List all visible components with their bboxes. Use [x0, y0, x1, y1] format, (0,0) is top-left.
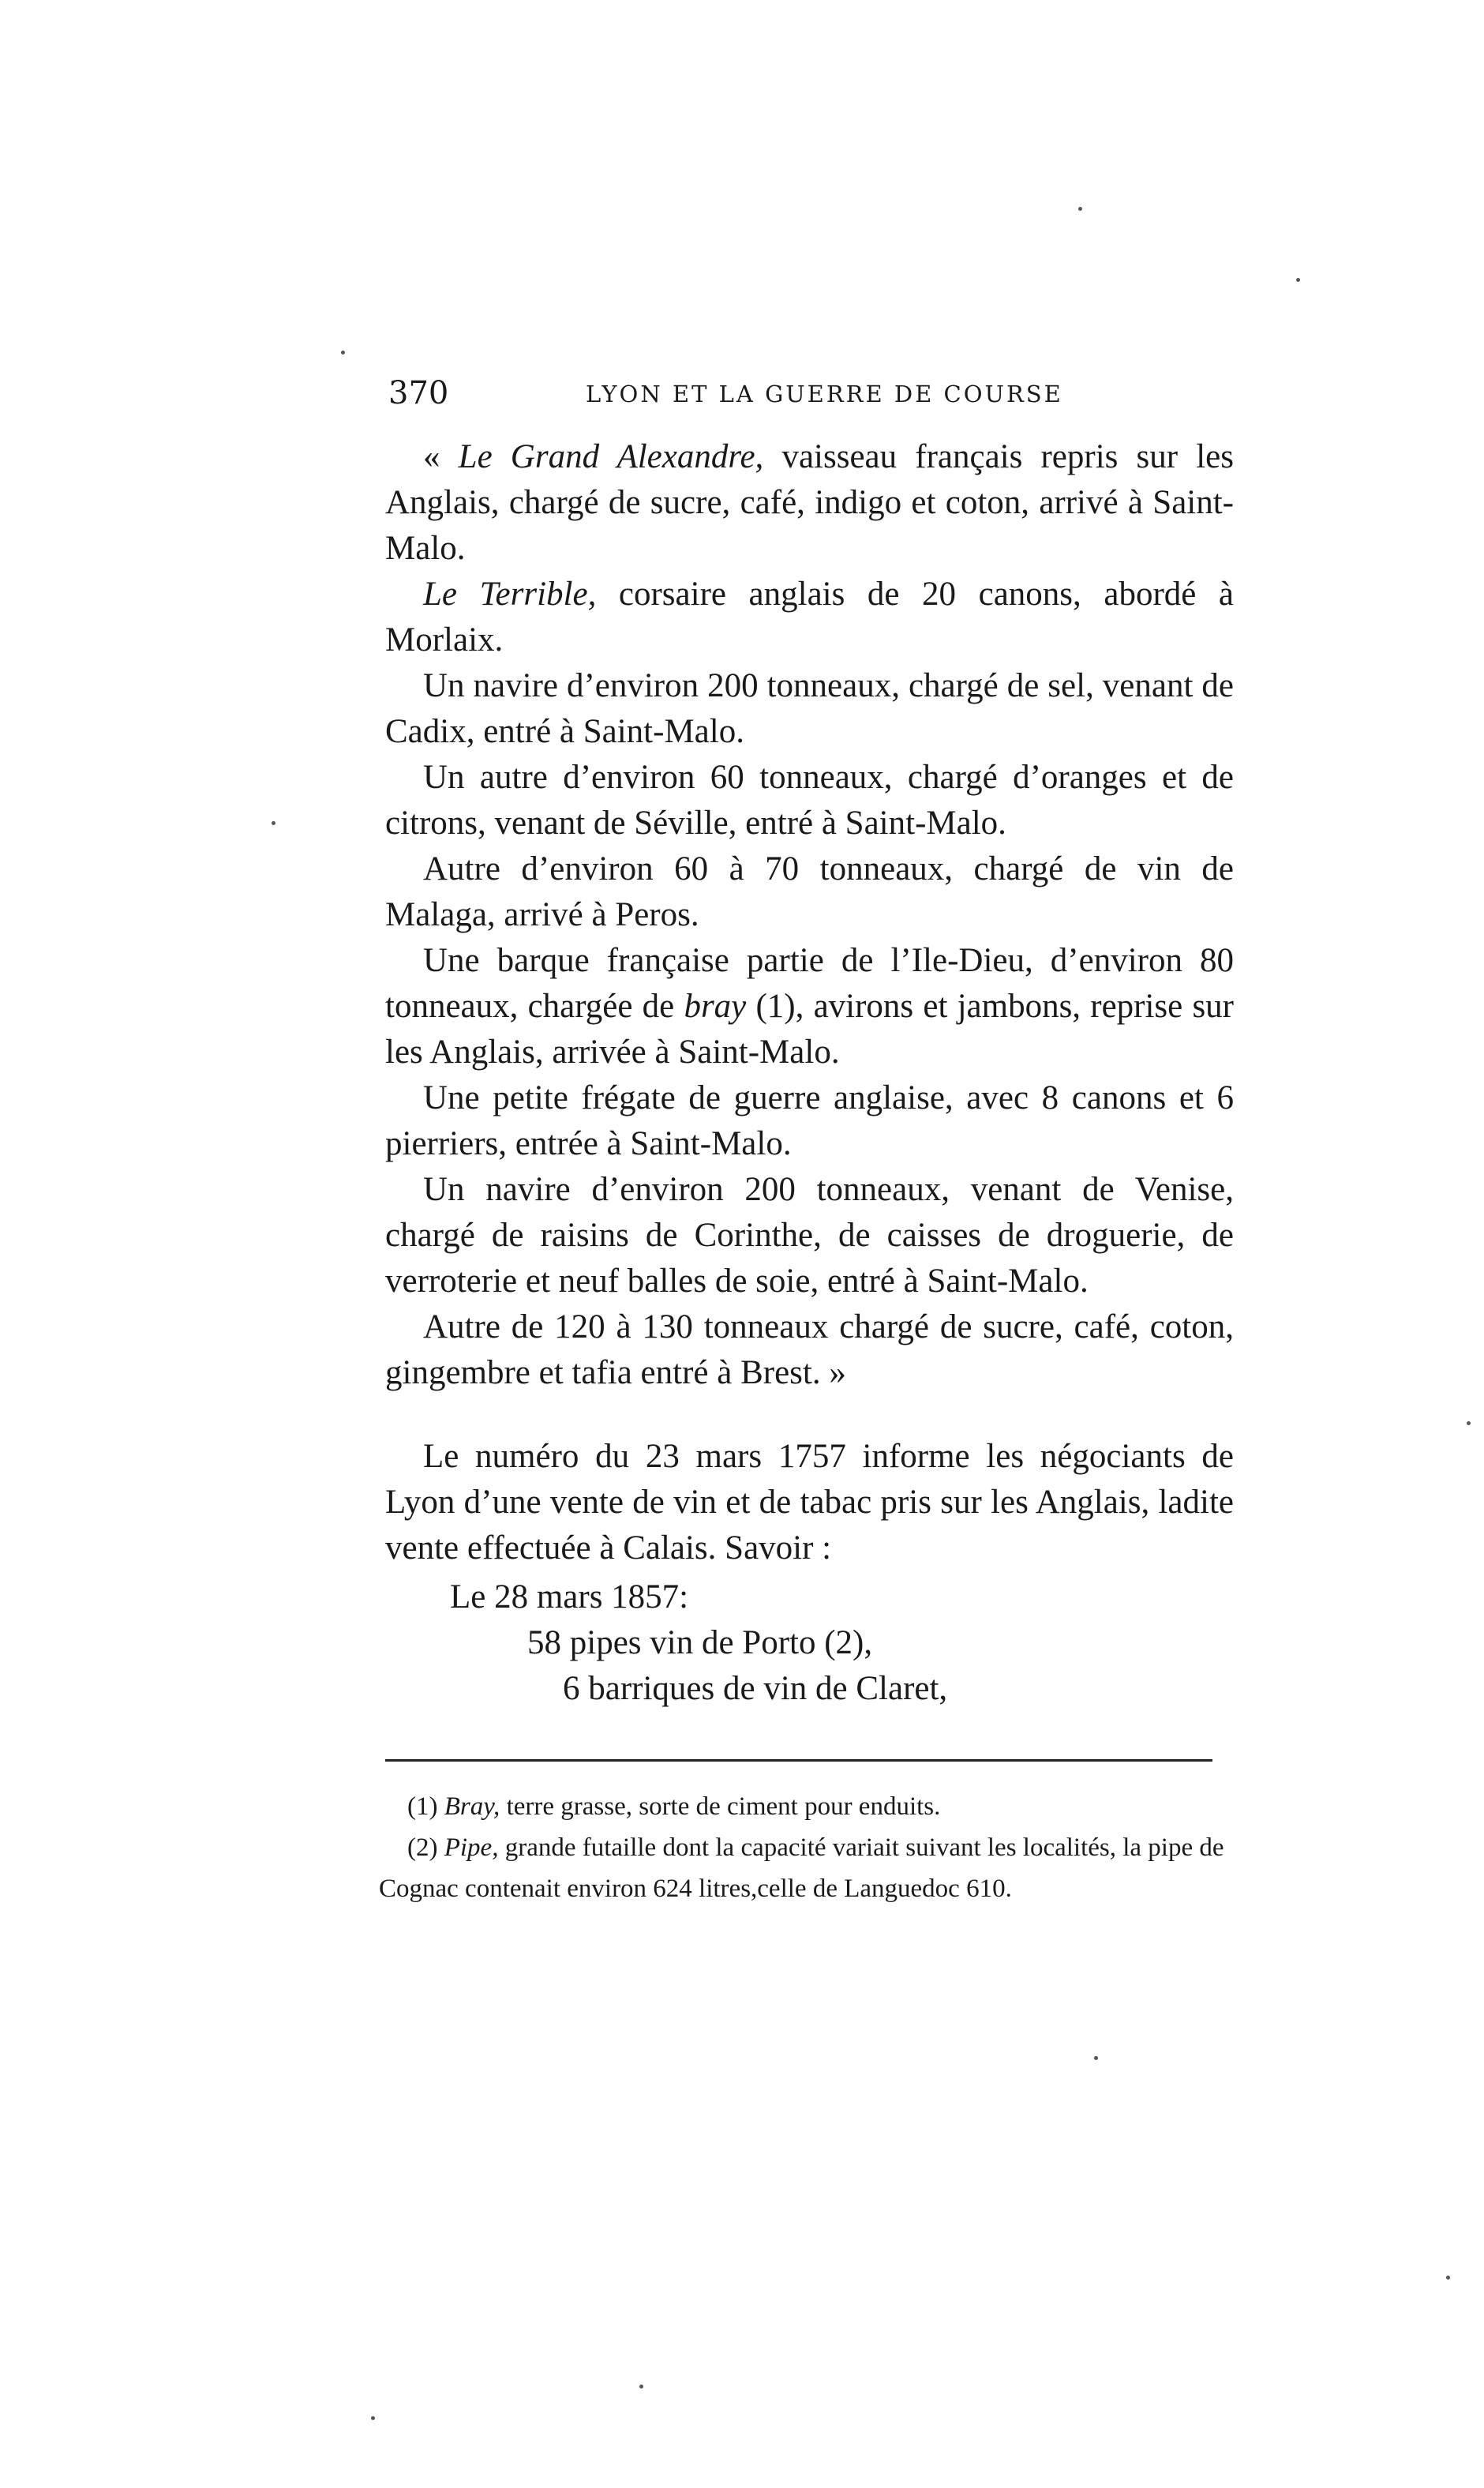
footnote-marker: (1) — [407, 1792, 444, 1821]
footnote-rule — [385, 1759, 1212, 1762]
paragraph-navire-venise: Un navire d’environ 200 tonneaux, venant de Venise, chargé de raisins de Corinthe, de caisses de droguerie, de verroterie et neuf balles de soie, entré à Saint-Malo. — [385, 1171, 1234, 1300]
list-item: 6 barriques de vin de Claret, — [563, 1670, 948, 1707]
paragraph-text: Une barque française partie de l’Ile-Dieu, d’environ 80 tonneaux, chargée de — [385, 942, 1234, 1025]
footnote-1 — [379, 1786, 1239, 1827]
footnote-term: Pipe, — [444, 1833, 499, 1862]
paragraph-fregate: Une petite frégate de guerre anglaise, avec 8 canons et 6 pierriers, entrée à Saint-Malo. — [385, 1079, 1234, 1162]
paragraph-navire-brest: Autre de 120 à 130 tonneaux chargé de sucre, café, coton, gingembre et tafia entré à Brest. » — [385, 1308, 1234, 1391]
scan-speck — [371, 2416, 375, 2420]
ship-name: Le Grand Alexandre, — [458, 438, 764, 475]
paragraph-text: corsaire anglais de 20 canons, abordé à Morlaix. — [385, 576, 1234, 659]
open-quote: « — [423, 438, 459, 475]
ship-name: Le Terrible, — [423, 576, 597, 613]
paragraph-navire-malaga: Autre d’environ 60 à 70 tonneaux, chargé de vin de Malaga, arrivé à Peros. — [385, 850, 1234, 933]
scan-speck — [341, 351, 345, 355]
scan-speck — [1296, 278, 1300, 282]
scan-speck — [1446, 2276, 1450, 2280]
list-item: 58 pipes vin de Porto (2), — [527, 1624, 873, 1661]
paragraph-text: (1), avirons et jambons, reprise sur les Anglais, arrivée à Saint-Malo. — [385, 988, 1235, 1071]
footnote-marker: (2) — [407, 1833, 444, 1862]
paragraph-navire-seville: Un autre d’environ 60 tonneaux, chargé d’oranges et de citrons, venant de Séville, entré à Saint-Malo. — [385, 759, 1234, 842]
scan-speck — [1094, 2056, 1098, 2060]
scan-speck — [272, 821, 275, 825]
paragraph-text: vaisseau français repris sur les Anglais, chargé de sucre, café, indigo et coton, arrivé à Saint-Malo. — [385, 438, 1234, 567]
paragraph-barque-ile-dieu — [385, 938, 1234, 1075]
scan-speck — [639, 2385, 643, 2389]
paragraph-navire-cadix: Un navire d’environ 200 tonneaux, chargé de sel, venant de Cadix, entré à Saint-Malo. — [385, 667, 1234, 750]
sale-date: Le 28 mars 1857: — [450, 1578, 689, 1616]
running-title: LYON ET LA GUERRE DE COURSE — [586, 381, 1063, 407]
scan-speck — [1467, 1421, 1471, 1425]
footnote-term: bray — [684, 988, 747, 1025]
footnote-term: Bray, — [444, 1792, 500, 1821]
footnotes — [379, 1786, 1239, 1909]
paragraph-terrible — [385, 572, 1234, 663]
page-number: 370 — [388, 375, 449, 411]
scan-speck — [1078, 207, 1082, 211]
paragraph-gap — [385, 1396, 1234, 1434]
paragraph-vente-calais: Le numéro du 23 mars 1757 informe les négociants de Lyon d’une vente de vin et de tabac pris sur les Anglais, ladite vente effectuée à Calais. Savoir : — [385, 1438, 1234, 1567]
footnote-2 — [379, 1827, 1239, 1909]
footnote-text: grande futaille dont la capacité variait suivant les localités, la pipe de Cognac contenait environ 624 litres,celle de Languedoc 610. — [379, 1833, 1224, 1903]
paragraph-grand-alexandre — [385, 434, 1234, 572]
running-header — [388, 370, 1233, 417]
main-text — [385, 434, 1234, 1712]
footnote-text: terre grasse, sorte de ciment pour enduits. — [500, 1792, 941, 1821]
